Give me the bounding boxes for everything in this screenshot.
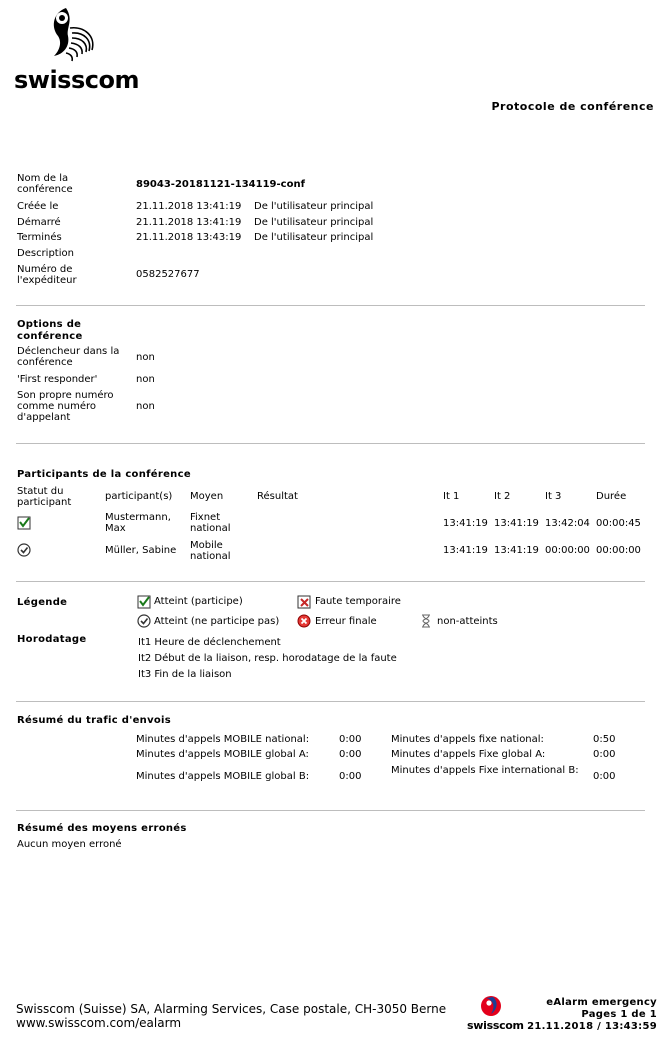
mobile-national-value: 0:00 <box>339 734 362 745</box>
participant-name: Müller, Sabine <box>105 545 177 556</box>
participant-medium: Mobile national <box>190 540 231 562</box>
hourglass-icon <box>420 614 432 628</box>
conference-name-value: 89043-20181121-134119-conf <box>136 179 305 190</box>
col-result: Résultat <box>257 491 298 502</box>
final-error-icon <box>297 614 311 628</box>
mobile-global-a-label: Minutes d'appels MOBILE global A: <box>136 749 309 760</box>
divider <box>16 701 645 702</box>
footer-logo-text: swisscom <box>467 1019 524 1032</box>
divider <box>16 581 645 582</box>
temporary-fault-icon <box>297 595 311 609</box>
trigger-value: non <box>136 352 155 363</box>
col-participant: participant(s) <box>105 491 173 502</box>
fixed-international-b-value: 0:00 <box>593 771 616 782</box>
participant-duration: 00:00:00 <box>596 545 641 556</box>
col-status: Statut du participant <box>17 486 72 508</box>
fixed-national-value: 0:50 <box>593 734 616 745</box>
participant-name: Mustermann, Max <box>105 512 171 534</box>
col-it2: It 2 <box>494 491 511 502</box>
participant-medium: Fixnet national <box>190 512 231 534</box>
swisscom-footer-logo-icon <box>477 994 505 1018</box>
divider <box>16 810 645 811</box>
participant-it3: 13:42:04 <box>545 518 590 529</box>
first-responder-value: non <box>136 374 155 385</box>
ended-value: 21.11.2018 13:43:19 <box>136 232 242 243</box>
first-responder-label: 'First responder' <box>17 374 98 385</box>
divider <box>16 305 645 306</box>
col-it3: It 3 <box>545 491 562 502</box>
created-label: Créée le <box>17 201 59 212</box>
mobile-national-label: Minutes d'appels MOBILE national: <box>136 734 310 745</box>
participant-it2: 13:41:19 <box>494 518 539 529</box>
reached-not-participating-icon <box>137 614 151 628</box>
document-title: Protocole de conférence <box>491 100 654 113</box>
participant-it2: 13:41:19 <box>494 545 539 556</box>
own-number-value: non <box>136 401 155 412</box>
conference-name-label: Nom de la conférence <box>17 173 73 195</box>
mobile-global-b-value: 0:00 <box>339 771 362 782</box>
fixed-global-a-label: Minutes d'appels Fixe global A: <box>391 749 546 760</box>
footer-timestamp: 21.11.2018 / 13:43:59 <box>527 1021 657 1032</box>
mobile-global-b-label: Minutes d'appels MOBILE global B: <box>136 771 310 782</box>
started-by: De l'utilisateur principal <box>254 217 374 228</box>
own-number-label: Son propre numéro comme numéro d'appelant <box>17 390 114 423</box>
legend-not-reached: non-atteints <box>437 616 498 627</box>
ended-by: De l'utilisateur principal <box>254 232 374 243</box>
timestamp-it1: It1 Heure de déclenchement <box>138 637 281 648</box>
traffic-title: Résumé du trafic d'envois <box>17 715 172 726</box>
trigger-label: Déclencheur dans la conférence <box>17 346 120 368</box>
timestamp-it3: It3 Fin de la liaison <box>138 669 232 680</box>
started-value: 21.11.2018 13:41:19 <box>136 217 242 228</box>
sender-label: Numéro de l'expéditeur <box>17 264 77 286</box>
participant-duration: 00:00:45 <box>596 518 641 529</box>
timestamps-title: Horodatage <box>17 634 87 645</box>
legend-reached-not-participating: Atteint (ne participe pas) <box>154 616 280 627</box>
col-duration: Durée <box>596 491 627 502</box>
timestamp-it2: It2 Début de la liaison, resp. horodatage de la faute <box>138 653 397 664</box>
footer-product: eAlarm emergency <box>546 997 657 1008</box>
legend-final-error: Erreur finale <box>315 616 377 627</box>
legend-title: Légende <box>17 597 68 608</box>
reached-participating-icon <box>137 595 151 609</box>
participant-it1: 13:41:19 <box>443 518 488 529</box>
divider <box>16 443 645 444</box>
reached-not-participating-icon <box>17 543 31 557</box>
reached-participating-icon <box>17 516 31 530</box>
participant-it1: 13:41:19 <box>443 545 488 556</box>
legend-temp-fault: Faute temporaire <box>315 596 401 607</box>
footer-address: Swisscom (Suisse) SA, Alarming Services, Case postale, CH-3050 Berne <box>16 1002 447 1016</box>
options-title: Options de conférence <box>17 319 83 342</box>
started-label: Démarré <box>17 217 61 228</box>
participant-it3: 00:00:00 <box>545 545 590 556</box>
ended-label: Terminés <box>17 232 62 243</box>
errors-text: Aucun moyen erroné <box>17 839 122 850</box>
created-value: 21.11.2018 13:41:19 <box>136 201 242 212</box>
errors-title: Résumé des moyens erronés <box>17 823 187 834</box>
footer-pages: Pages 1 de 1 <box>581 1009 657 1020</box>
col-it1: It 1 <box>443 491 460 502</box>
col-medium: Moyen <box>190 491 224 502</box>
mobile-global-a-value: 0:00 <box>339 749 362 760</box>
fixed-international-b-label: Minutes d'appels Fixe international B: <box>391 765 579 776</box>
swisscom-logo-text: swisscom <box>14 66 139 94</box>
fixed-national-label: Minutes d'appels fixe national: <box>391 734 544 745</box>
legend-reached-participating: Atteint (participe) <box>154 596 243 607</box>
participants-title: Participants de la conférence <box>17 469 191 480</box>
fixed-global-a-value: 0:00 <box>593 749 616 760</box>
footer-url[interactable]: www.swisscom.com/ealarm <box>16 1016 182 1030</box>
sender-value: 0582527677 <box>136 269 200 280</box>
description-label: Description <box>17 248 74 259</box>
created-by: De l'utilisateur principal <box>254 201 374 212</box>
swisscom-logo-icon <box>44 6 100 68</box>
